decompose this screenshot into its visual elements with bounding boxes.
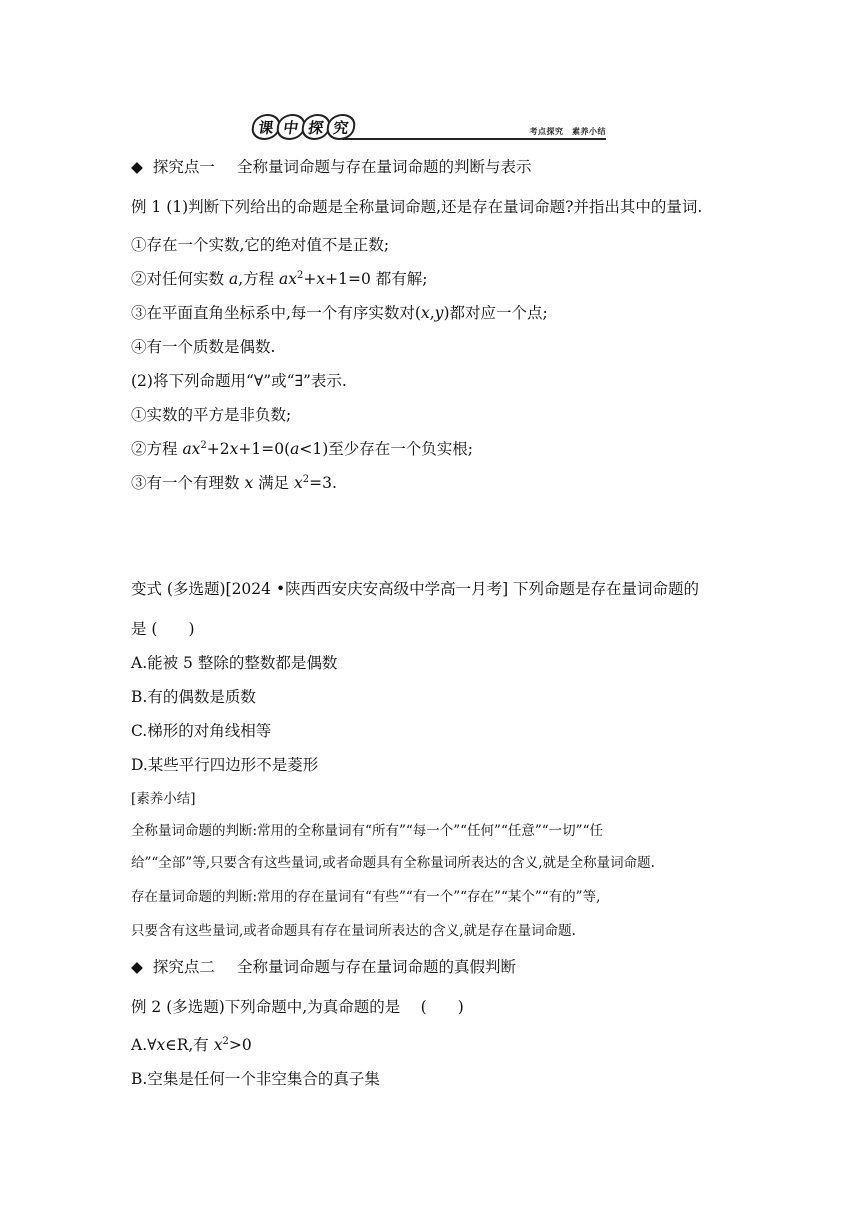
variant-answer-blank: 是 ( ) [131, 620, 195, 638]
text-run: ∈R,有 [165, 1036, 214, 1054]
math-var: a [228, 270, 239, 288]
example-1-item-3 [131, 302, 548, 324]
variant-option-b: B.有的偶数是质数 [131, 688, 256, 706]
example-2-option-a [131, 1034, 252, 1056]
math-var: x [420, 304, 430, 322]
math-var: ax [182, 440, 201, 458]
example-1-part-2-item-2 [131, 438, 473, 460]
banner-subtitle: 考点探究 素养小结 [529, 127, 606, 136]
banner-char: 中 [275, 114, 307, 140]
math-var: x [213, 1036, 223, 1054]
example-2-option-b: B.空集是任何一个非空集合的真子集 [131, 1070, 380, 1088]
banner-rule [342, 138, 606, 140]
text-run: >0 [228, 1036, 252, 1054]
variant-option-c: C.梯形的对角线相等 [131, 722, 272, 740]
example-1-intro: 例 1 (1)判断下列给出的命题是全称量词命题,还是存在量词命题?并指出其中的量词. [131, 198, 703, 216]
summary-line-2: 给”“全部”等,只要含有这些量词,或者命题具有全称量词所表达的含义,就是全称量词命题. [131, 855, 655, 871]
text-run: ,方程 [238, 270, 280, 288]
text-run: A.∀ [131, 1036, 157, 1054]
section-title: 全称量词命题与存在量词命题的真假判断 [236, 958, 516, 976]
example-1-item-4: ④有一个质数是偶数. [131, 338, 276, 356]
summary-title: [素养小结] [131, 791, 196, 807]
text-run: +2 [206, 440, 230, 458]
section-label: 探究点二 [152, 958, 215, 976]
math-var: ax [279, 270, 298, 288]
superscript: 2 [200, 440, 207, 451]
superscript: 2 [222, 1036, 229, 1047]
math-var: a [290, 440, 300, 458]
example-2-intro: 例 2 (多选题)下列命题中,为真命题的是 ( ) [131, 998, 464, 1016]
math-var: x [244, 474, 254, 492]
section-banner [252, 114, 606, 142]
summary-line-4: 只要含有这些量词,或者命题具有存在量词所表达的含义,就是存在量词命题. [131, 923, 576, 939]
section-title: 全称量词命题与存在量词命题的判断与表示 [236, 158, 532, 176]
text-run: )都对应一个点; [443, 304, 548, 322]
text-run: + [303, 270, 317, 288]
superscript: 2 [297, 270, 304, 281]
example-1-item-1: ①存在一个实数,它的绝对值不是正数; [131, 236, 390, 254]
diamond-icon: ◆ [131, 958, 143, 976]
section-heading-1 [131, 156, 531, 178]
example-1-part-2-item-3 [131, 472, 337, 494]
summary-line-1: 全称量词命题的判断:常用的全称量词有“所有”“每一个”“任何”“任意”“一切”“任 [131, 823, 603, 839]
variant-option-d: D.某些平行四边形不是菱形 [131, 756, 319, 774]
math-var: y [434, 304, 444, 322]
text-run: ③有一个有理数 [131, 474, 245, 492]
text-run: +1=0 都有解; [325, 270, 428, 288]
math-var: x [316, 270, 326, 288]
example-1-part-2-item-1: ①实数的平方是非负数; [131, 406, 292, 424]
banner-char: 究 [325, 114, 357, 140]
text-run: , [429, 304, 435, 322]
example-1-part-2: (2)将下列命题用“∀”或“∃”表示. [131, 372, 347, 390]
text-run: =3. [309, 474, 337, 492]
variant-question: 变式 (多选题)[2024 •陕西西安庆安高级中学高一月考] 下列命题是存在量词命题的 [131, 580, 700, 598]
banner-char: 课 [250, 114, 282, 140]
superscript: 2 [302, 474, 310, 485]
text-run: ③在平面直角坐标系中,每一个有序实数对( [131, 304, 421, 322]
text-run: 满足 [253, 474, 295, 492]
text-run: ②方程 [131, 440, 183, 458]
banner-char: 探 [300, 114, 332, 140]
example-1-item-2 [131, 268, 428, 290]
math-var: x [156, 1036, 166, 1054]
section-heading-2 [131, 956, 516, 978]
banner-title [252, 114, 352, 140]
text-run: ②对任何实数 [131, 270, 229, 288]
math-var: x [294, 474, 303, 492]
variant-option-a: A.能被 5 整除的整数都是偶数 [131, 654, 338, 672]
diamond-icon: ◆ [131, 158, 143, 176]
math-var: x [229, 440, 239, 458]
section-label: 探究点一 [152, 158, 215, 176]
text-run: +1=0( [238, 440, 291, 458]
text-run: <1)至少存在一个负实根; [299, 440, 474, 458]
summary-line-3: 存在量词命题的判断:常用的存在量词有“有些”“有一个”“存在”“某个”“有的”等, [131, 889, 601, 905]
